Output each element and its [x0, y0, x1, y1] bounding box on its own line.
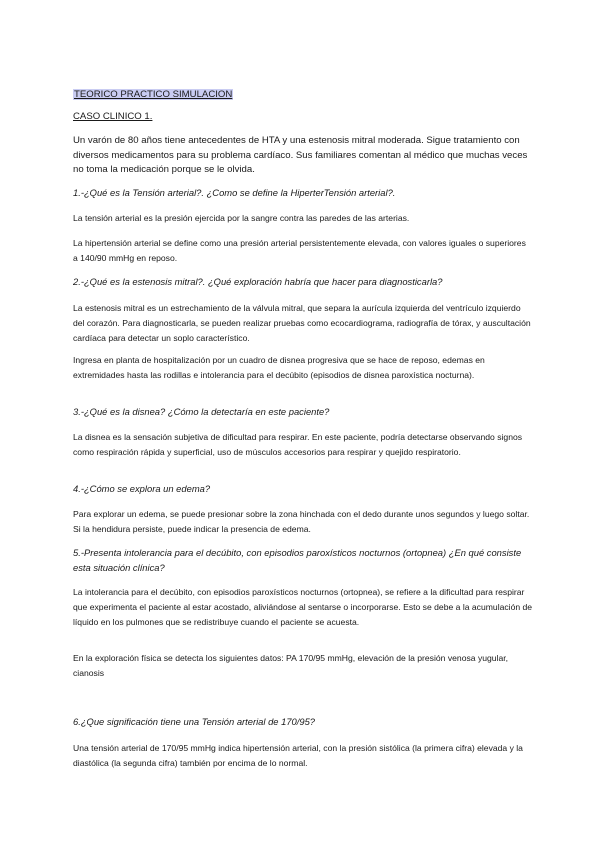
question-5: 5.-Presenta intolerancia para el decúbito, con episodios paroxísticos nocturnos (ortopnea) ¿En qué consiste esta situación clínica? — [73, 547, 522, 573]
question-6: 6.¿Que significación tiene una Tensión arterial de 170/95? — [73, 716, 315, 727]
case-title: CASO CLINICO 1. — [73, 111, 153, 122]
question-2: 2.-¿Qué es la estenosis mitral?. ¿Qué exploración habría que hacer para diagnosticarla? — [73, 276, 443, 287]
answer-1b: La hipertensión arterial se define como una presión arterial persistentemente elevada, con valores iguales o superiores a 140/90 mmHg en reposo. — [73, 238, 526, 263]
question-4: 4.-¿Cómo se explora un edema? — [73, 483, 211, 494]
answer-2: La estenosis mitral es un estrechamiento de la válvula mitral, que separa la aurícula izquierda del ventrículo izquierdo del corazón. Para diagnosticarla, se pueden realizar pruebas como ecocardiograma, radiografía de tórax, y auscultación cardíaca para detectar un soplo característico. — [73, 303, 531, 343]
clinical-context-2: En la exploración física se detecta los siguientes datos: PA 170/95 mmHg, elevación de la presión venosa yugular, cianosis — [73, 653, 509, 678]
document-header: TEORICO PRACTICO SIMULACION — [74, 89, 233, 100]
answer-4: Para explorar un edema, se puede presionar sobre la zona hinchada con el dedo durante unos segundos y luego soltar. Si la hendidura persiste, puede indicar la presencia de edema. — [73, 509, 530, 534]
answer-5: La intolerancia para el decúbito, con episodios paroxísticos nocturnos (ortopnea), se refiere a la dificultad para respirar que experimenta el paciente al estar acostado, aliviándose al sentarse o incorporarse. Esto se debe a la acumulación de líquido en los pulmones que se redistribuye cuando el paciente se acuesta. — [73, 587, 533, 627]
clinical-context-1: Ingresa en planta de hospitalización por un cuadro de disnea progresiva que se hace de reposo, edemas en extremidades hasta las rodillas e intolerancia para el decúbito (episodios de disnea paroxística nocturna). — [73, 355, 485, 380]
question-3: 3.-¿Qué es la disnea? ¿Cómo la detectaría en este paciente? — [73, 406, 330, 417]
answer-3: La disnea es la sensación subjetiva de dificultad para respirar. En este paciente, podría detectarse observando signos como respiración rápida y superficial, uso de músculos accesorios para respirar y quejido respiratorio. — [73, 432, 523, 457]
case-intro: Un varón de 80 años tiene antecedentes de HTA y una estenosis mitral moderada. Sigue tratamiento con diversos medicamentos para su problema cardíaco. Sus familiares comentan al médico que muchas veces no toma la medicación porque se le olvida. — [73, 135, 528, 175]
question-1: 1.-¿Qué es la Tensión arterial?. ¿Como se define la HiperterTensión arterial?. — [73, 187, 396, 198]
answer-1a: La tensión arterial es la presión ejercida por la sangre contra las paredes de las arterias. — [73, 213, 410, 223]
answer-6: Una tensión arterial de 170/95 mmHg indica hipertensión arterial, con la presión sistólica (la primera cifra) elevada y la diastólica (la segunda cifra) también por encima de lo normal. — [73, 743, 523, 768]
